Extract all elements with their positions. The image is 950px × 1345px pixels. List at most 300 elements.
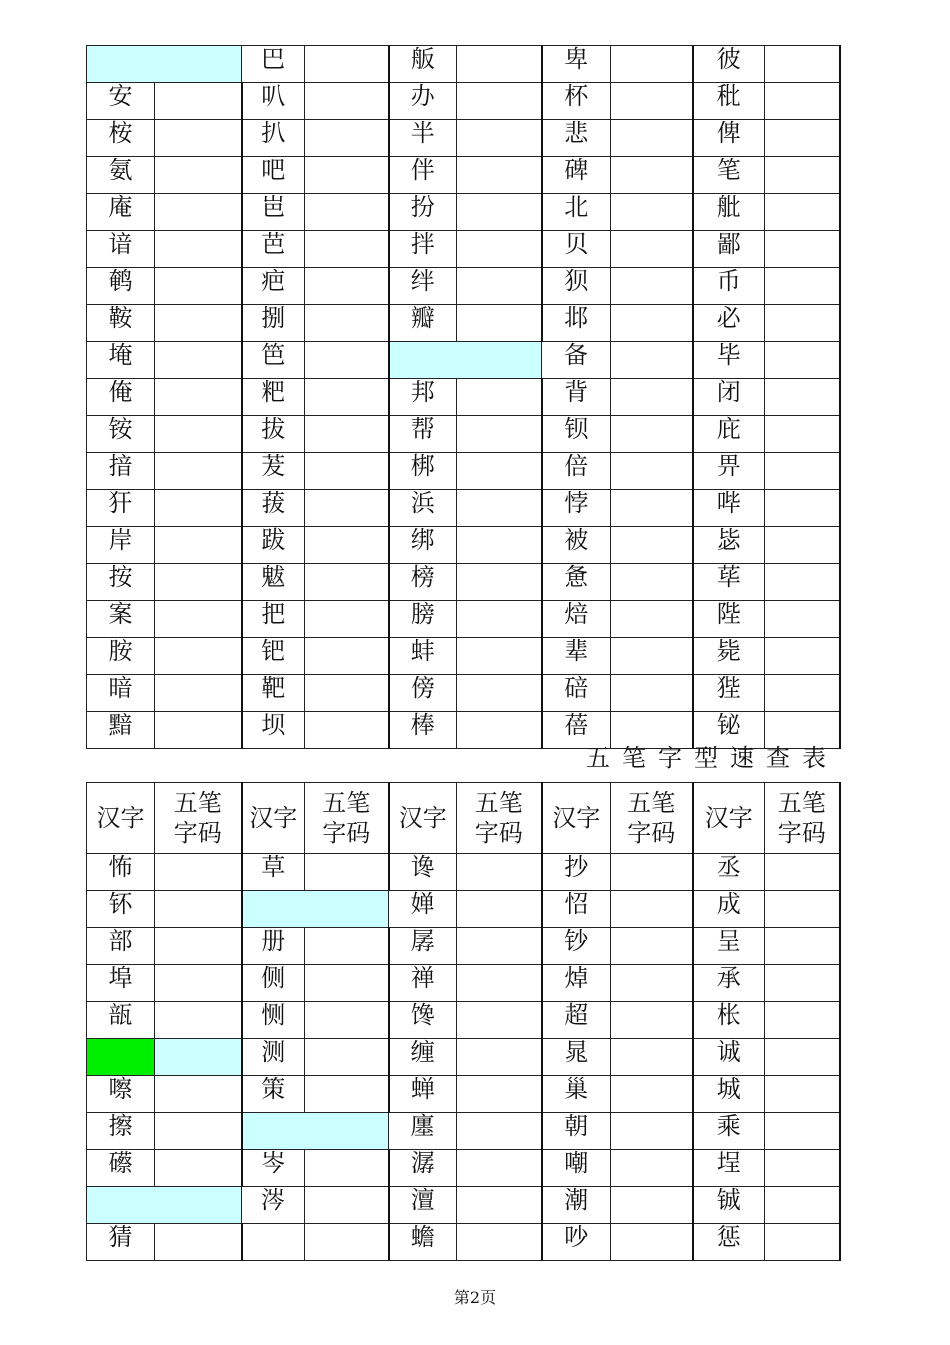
wubi-code-cell xyxy=(155,268,242,305)
wubi-code-cell xyxy=(457,453,542,490)
hanzi-cell: 毕 xyxy=(693,342,765,379)
wubi-code-cell xyxy=(611,453,693,490)
hanzi-cell: 蓓 xyxy=(542,712,611,749)
bottom-row xyxy=(87,965,840,1002)
hanzi-cell: 狈 xyxy=(542,268,611,305)
hanzi-cell: 潺 xyxy=(389,1150,457,1187)
hanzi-cell: 把 xyxy=(242,601,305,638)
wubi-code-cell xyxy=(611,638,693,675)
wubi-code-cell xyxy=(305,1002,389,1039)
wubi-code-cell xyxy=(457,854,542,891)
bottom-row xyxy=(87,1113,840,1150)
hanzi-cell: 恻 xyxy=(242,1002,305,1039)
wubi-code-cell xyxy=(305,564,389,601)
hanzi-cell: 丞 xyxy=(693,854,765,891)
hanzi-cell: 蟾 xyxy=(389,1224,457,1261)
top-row xyxy=(87,601,840,638)
wubi-code-cell xyxy=(457,891,542,928)
wubi-code-cell xyxy=(765,1002,840,1039)
top-row xyxy=(87,83,840,120)
wubi-code-cell xyxy=(155,1076,242,1113)
hanzi-cell: 哔 xyxy=(693,490,765,527)
wubi-code-cell xyxy=(611,1224,693,1261)
wubi-code-cell xyxy=(305,1150,389,1187)
hanzi-cell: 钞 xyxy=(542,928,611,965)
hanzi-cell: 茇 xyxy=(242,453,305,490)
wubi-code-cell xyxy=(611,601,693,638)
hanzi-cell: 辈 xyxy=(542,638,611,675)
wubi-code-cell xyxy=(155,1002,242,1039)
hanzi-cell: 拌 xyxy=(389,231,457,268)
wubi-code-cell xyxy=(155,194,242,231)
hanzi-cell: 氨 xyxy=(87,157,155,194)
wubi-code-cell xyxy=(457,1224,542,1261)
hanzi-cell: 犴 xyxy=(87,490,155,527)
hanzi-cell: 朝 xyxy=(542,1113,611,1150)
header-code-line1: 五笔 xyxy=(322,789,371,817)
hanzi-cell: 棒 xyxy=(389,712,457,749)
wubi-code-cell xyxy=(611,157,693,194)
hanzi-cell: 草 xyxy=(242,854,305,891)
wubi-code-cell xyxy=(611,854,693,891)
wubi-code-cell xyxy=(155,83,242,120)
wubi-code-cell xyxy=(765,891,840,928)
hanzi-cell: 碑 xyxy=(542,157,611,194)
wubi-code-cell xyxy=(155,854,242,891)
wubi-code-cell xyxy=(457,712,542,749)
hanzi-cell: 策 xyxy=(242,1076,305,1113)
wubi-code-cell xyxy=(457,527,542,564)
wubi-code-cell xyxy=(305,379,389,416)
wubi-code-cell xyxy=(305,453,389,490)
hanzi-cell: 礤 xyxy=(87,1150,155,1187)
wubi-code-cell xyxy=(155,1224,242,1261)
top-row xyxy=(87,231,840,268)
hanzi-cell: 疤 xyxy=(242,268,305,305)
hanzi-cell: 魃 xyxy=(242,564,305,601)
wubi-code-cell xyxy=(611,675,693,712)
hanzi-cell: 案 xyxy=(87,601,155,638)
hanzi-cell: 扮 xyxy=(389,194,457,231)
wubi-code-cell xyxy=(765,416,840,453)
wubi-code-cell xyxy=(305,1187,389,1224)
hanzi-cell: 悲 xyxy=(542,120,611,157)
hanzi-cell: 埕 xyxy=(693,1150,765,1187)
wubi-code-cell xyxy=(765,1039,840,1076)
wubi-code-cell xyxy=(457,1076,542,1113)
wubi-code-cell xyxy=(765,1113,840,1150)
wubi-code-cell xyxy=(765,564,840,601)
header-wubi-code xyxy=(611,783,693,854)
hanzi-cell: 笔 xyxy=(693,157,765,194)
wubi-code-cell xyxy=(155,1150,242,1187)
wubi-code-cell xyxy=(155,379,242,416)
top-row xyxy=(87,490,840,527)
hanzi-cell: 北 xyxy=(542,194,611,231)
hanzi-cell: 涔 xyxy=(242,1187,305,1224)
wubi-code-cell xyxy=(611,1076,693,1113)
hanzi-cell: 背 xyxy=(542,379,611,416)
wubi-code-cell xyxy=(305,675,389,712)
wubi-code-cell xyxy=(611,965,693,1002)
wubi-code-cell xyxy=(155,601,242,638)
hanzi-cell: 靶 xyxy=(242,675,305,712)
wubi-code-cell xyxy=(155,638,242,675)
wubi-code-cell xyxy=(611,46,693,83)
header-hanzi: 汉字 xyxy=(542,783,611,854)
wubi-code-cell xyxy=(765,965,840,1002)
header-wubi-code xyxy=(305,783,389,854)
hanzi-cell: 晁 xyxy=(542,1039,611,1076)
hanzi-cell: 坝 xyxy=(242,712,305,749)
hanzi-cell: 潮 xyxy=(542,1187,611,1224)
wubi-code-cell xyxy=(457,490,542,527)
wubi-code-cell xyxy=(765,120,840,157)
hanzi-cell: 庵 xyxy=(87,194,155,231)
hanzi-cell: 枨 xyxy=(693,1002,765,1039)
hanzi-cell: 笆 xyxy=(242,342,305,379)
wubi-code-cell xyxy=(305,120,389,157)
hanzi-cell: 按 xyxy=(87,564,155,601)
bottom-character-table xyxy=(86,782,841,1261)
top-row xyxy=(87,712,840,749)
wubi-code-cell xyxy=(611,379,693,416)
wubi-code-cell xyxy=(305,490,389,527)
highlighted-cell xyxy=(87,1039,155,1076)
wubi-code-cell xyxy=(457,1150,542,1187)
wubi-code-cell xyxy=(765,268,840,305)
wubi-code-cell xyxy=(611,1039,693,1076)
wubi-code-cell xyxy=(611,1187,693,1224)
hanzi-cell: 测 xyxy=(242,1039,305,1076)
top-row xyxy=(87,268,840,305)
header-wubi-code xyxy=(457,783,542,854)
wubi-code-cell xyxy=(155,453,242,490)
hanzi-cell: 成 xyxy=(693,891,765,928)
highlighted-cell xyxy=(155,1039,242,1076)
wubi-code-cell xyxy=(611,928,693,965)
wubi-code-cell xyxy=(611,194,693,231)
wubi-code-cell xyxy=(611,268,693,305)
hanzi-cell: 超 xyxy=(542,1002,611,1039)
top-row xyxy=(87,157,840,194)
hanzi-cell: 安 xyxy=(87,83,155,120)
hanzi-cell: 鹌 xyxy=(87,268,155,305)
wubi-code-cell xyxy=(305,928,389,965)
wubi-code-cell xyxy=(611,305,693,342)
top-row xyxy=(87,120,840,157)
top-row xyxy=(87,453,840,490)
wubi-code-cell xyxy=(765,46,840,83)
wubi-code-cell xyxy=(155,928,242,965)
bottom-row xyxy=(87,1187,840,1224)
hanzi-cell: 焙 xyxy=(542,601,611,638)
hanzi-cell: 暗 xyxy=(87,675,155,712)
hanzi-cell: 吧 xyxy=(242,157,305,194)
wubi-code-cell xyxy=(765,527,840,564)
hanzi-cell: 办 xyxy=(389,83,457,120)
hanzi-cell: 抄 xyxy=(542,854,611,891)
hanzi-cell: 榜 xyxy=(389,564,457,601)
hanzi-cell: 巢 xyxy=(542,1076,611,1113)
hanzi-cell: 谙 xyxy=(87,231,155,268)
hanzi-cell: 芭 xyxy=(242,231,305,268)
hanzi-cell: 瓿 xyxy=(87,1002,155,1039)
hanzi-cell: 钡 xyxy=(542,416,611,453)
wubi-code-cell xyxy=(765,638,840,675)
hanzi-cell: 怖 xyxy=(87,854,155,891)
hanzi-cell: 呈 xyxy=(693,928,765,965)
hanzi-cell: 廛 xyxy=(389,1113,457,1150)
hanzi-cell: 蝉 xyxy=(389,1076,457,1113)
wubi-code-cell xyxy=(611,712,693,749)
wubi-code-cell xyxy=(305,342,389,379)
hanzi-cell: 狴 xyxy=(693,675,765,712)
wubi-code-cell xyxy=(611,1150,693,1187)
wubi-code-cell xyxy=(155,891,242,928)
header-wubi-code xyxy=(155,783,242,854)
page-footer: 第2页 xyxy=(453,1288,497,1307)
hanzi-cell: 俾 xyxy=(693,120,765,157)
wubi-code-cell xyxy=(611,891,693,928)
hanzi-cell: 卑 xyxy=(542,46,611,83)
hanzi-cell: 彼 xyxy=(693,46,765,83)
hanzi-cell: 册 xyxy=(242,928,305,965)
hanzi-cell: 吵 xyxy=(542,1224,611,1261)
wubi-code-cell xyxy=(611,1113,693,1150)
hanzi-cell: 被 xyxy=(542,527,611,564)
header-wubi-code xyxy=(765,783,840,854)
top-character-table xyxy=(86,45,841,749)
wubi-code-cell xyxy=(305,46,389,83)
header-code-line2: 字码 xyxy=(173,819,222,847)
wubi-code-cell xyxy=(457,83,542,120)
wubi-code-cell xyxy=(457,416,542,453)
wubi-code-cell xyxy=(765,342,840,379)
hanzi-cell: 焯 xyxy=(542,965,611,1002)
top-row xyxy=(87,379,840,416)
hanzi-cell: 膀 xyxy=(389,601,457,638)
hanzi-cell: 蚌 xyxy=(389,638,457,675)
hanzi-cell: 谗 xyxy=(389,854,457,891)
wubi-code-cell xyxy=(765,490,840,527)
wubi-code-cell xyxy=(765,1224,840,1261)
hanzi-cell: 婵 xyxy=(389,891,457,928)
wubi-code-cell xyxy=(155,564,242,601)
wubi-code-cell xyxy=(305,268,389,305)
hanzi-cell: 杯 xyxy=(542,83,611,120)
header-code-line1: 五笔 xyxy=(777,789,826,817)
header-code-line2: 字码 xyxy=(474,819,523,847)
wubi-code-cell xyxy=(305,1076,389,1113)
hanzi-cell: 鄙 xyxy=(693,231,765,268)
hanzi-cell: 揞 xyxy=(87,453,155,490)
page-title: 五笔字型速查表 xyxy=(586,744,838,772)
hanzi-cell: 猜 xyxy=(87,1224,155,1261)
hanzi-cell: 贝 xyxy=(542,231,611,268)
bottom-row xyxy=(87,891,840,928)
hanzi-cell: 馋 xyxy=(389,1002,457,1039)
highlighted-cell xyxy=(389,342,542,379)
hanzi-cell: 部 xyxy=(87,928,155,965)
wubi-code-cell xyxy=(155,231,242,268)
wubi-code-cell xyxy=(457,231,542,268)
hanzi-cell: 嚓 xyxy=(87,1076,155,1113)
wubi-code-cell xyxy=(155,675,242,712)
wubi-code-cell xyxy=(611,416,693,453)
hanzi-cell: 傍 xyxy=(389,675,457,712)
wubi-code-cell xyxy=(765,379,840,416)
hanzi-cell: 陛 xyxy=(693,601,765,638)
hanzi-cell: 粑 xyxy=(242,379,305,416)
wubi-code-cell xyxy=(457,120,542,157)
hanzi-cell: 梆 xyxy=(389,453,457,490)
wubi-code-cell xyxy=(765,83,840,120)
hanzi-cell: 擦 xyxy=(87,1113,155,1150)
hanzi-cell: 拔 xyxy=(242,416,305,453)
wubi-code-cell xyxy=(305,1039,389,1076)
hanzi-cell: 孱 xyxy=(389,928,457,965)
wubi-code-cell xyxy=(305,854,389,891)
wubi-code-cell xyxy=(457,564,542,601)
hanzi-cell: 城 xyxy=(693,1076,765,1113)
hanzi-cell: 鞍 xyxy=(87,305,155,342)
wubi-code-cell xyxy=(765,1150,840,1187)
hanzi-cell: 荜 xyxy=(693,564,765,601)
hanzi-cell: 缠 xyxy=(389,1039,457,1076)
wubi-code-cell xyxy=(765,231,840,268)
hanzi-cell: 闭 xyxy=(693,379,765,416)
top-row xyxy=(87,675,840,712)
hanzi-cell: 铵 xyxy=(87,416,155,453)
hanzi-cell: 币 xyxy=(693,268,765,305)
wubi-code-cell xyxy=(457,194,542,231)
bottom-row xyxy=(87,1224,840,1261)
top-row xyxy=(87,46,840,83)
wubi-code-cell xyxy=(457,1039,542,1076)
highlighted-cell xyxy=(87,46,242,83)
wubi-code-cell xyxy=(765,157,840,194)
hanzi-cell: 岸 xyxy=(87,527,155,564)
header-code-line1: 五笔 xyxy=(627,789,676,817)
hanzi-cell: 菝 xyxy=(242,490,305,527)
hanzi-cell: 承 xyxy=(693,965,765,1002)
wubi-code-cell xyxy=(155,965,242,1002)
hanzi-cell: 乘 xyxy=(693,1113,765,1150)
wubi-code-cell xyxy=(457,46,542,83)
hanzi-cell: 岑 xyxy=(242,1150,305,1187)
highlighted-cell xyxy=(242,1113,389,1150)
highlighted-cell xyxy=(87,1187,242,1224)
hanzi-cell: 备 xyxy=(542,342,611,379)
wubi-code-cell xyxy=(155,342,242,379)
hanzi-cell: 帮 xyxy=(389,416,457,453)
wubi-code-cell xyxy=(305,712,389,749)
wubi-code-cell xyxy=(305,83,389,120)
hanzi-cell: 诚 xyxy=(693,1039,765,1076)
top-row xyxy=(87,194,840,231)
hanzi-cell: 惩 xyxy=(693,1224,765,1261)
top-row xyxy=(87,305,840,342)
wubi-code-cell xyxy=(305,416,389,453)
hanzi-cell: 碚 xyxy=(542,675,611,712)
wubi-code-cell xyxy=(457,1187,542,1224)
hanzi-cell: 毙 xyxy=(693,638,765,675)
hanzi-cell: 悖 xyxy=(542,490,611,527)
wubi-code-cell xyxy=(611,564,693,601)
hanzi-cell: 绊 xyxy=(389,268,457,305)
wubi-code-cell xyxy=(765,1187,840,1224)
wubi-code-cell xyxy=(155,157,242,194)
hanzi-cell: 毖 xyxy=(693,527,765,564)
hanzi-cell: 跋 xyxy=(242,527,305,564)
wubi-code-cell xyxy=(155,712,242,749)
header-hanzi: 汉字 xyxy=(87,783,155,854)
wubi-code-cell xyxy=(611,120,693,157)
wubi-code-cell xyxy=(765,194,840,231)
hanzi-cell: 浜 xyxy=(389,490,457,527)
hanzi-cell: 惫 xyxy=(542,564,611,601)
hanzi-cell: 舨 xyxy=(389,46,457,83)
hanzi-cell: 俺 xyxy=(87,379,155,416)
hanzi-cell: 瓣 xyxy=(389,305,457,342)
wubi-code-cell xyxy=(765,712,840,749)
hanzi-cell: 绑 xyxy=(389,527,457,564)
wubi-code-cell xyxy=(765,928,840,965)
wubi-code-cell xyxy=(305,1224,389,1261)
wubi-code-cell xyxy=(457,157,542,194)
highlighted-cell xyxy=(242,891,389,928)
hanzi-cell: 庇 xyxy=(693,416,765,453)
hanzi-cell: 桉 xyxy=(87,120,155,157)
wubi-code-cell xyxy=(611,527,693,564)
wubi-code-cell xyxy=(305,305,389,342)
top-row xyxy=(87,638,840,675)
wubi-code-cell xyxy=(155,1113,242,1150)
hanzi-cell: 埯 xyxy=(87,342,155,379)
wubi-code-cell xyxy=(155,416,242,453)
wubi-code-cell xyxy=(305,638,389,675)
bottom-row xyxy=(87,1039,840,1076)
hanzi-cell: 埠 xyxy=(87,965,155,1002)
wubi-code-cell xyxy=(155,527,242,564)
bottom-row xyxy=(87,1002,840,1039)
header-code-line1: 五笔 xyxy=(173,789,222,817)
wubi-code-cell xyxy=(457,1113,542,1150)
wubi-code-cell xyxy=(765,601,840,638)
header-hanzi: 汉字 xyxy=(242,783,305,854)
header-row xyxy=(87,783,840,854)
wubi-code-cell xyxy=(155,305,242,342)
wubi-code-cell xyxy=(457,379,542,416)
bottom-row xyxy=(87,1150,840,1187)
hanzi-cell: 巴 xyxy=(242,46,305,83)
header-code-line2: 字码 xyxy=(627,819,676,847)
hanzi-cell xyxy=(242,1224,305,1261)
wubi-code-cell xyxy=(611,83,693,120)
hanzi-cell: 怊 xyxy=(542,891,611,928)
hanzi-cell: 岜 xyxy=(242,194,305,231)
wubi-code-cell xyxy=(457,638,542,675)
hanzi-cell: 钚 xyxy=(87,891,155,928)
hanzi-cell: 钯 xyxy=(242,638,305,675)
wubi-code-cell xyxy=(155,490,242,527)
hanzi-cell: 扒 xyxy=(242,120,305,157)
hanzi-cell: 秕 xyxy=(693,83,765,120)
header-hanzi: 汉字 xyxy=(389,783,457,854)
wubi-code-cell xyxy=(457,675,542,712)
hanzi-cell: 铋 xyxy=(693,712,765,749)
